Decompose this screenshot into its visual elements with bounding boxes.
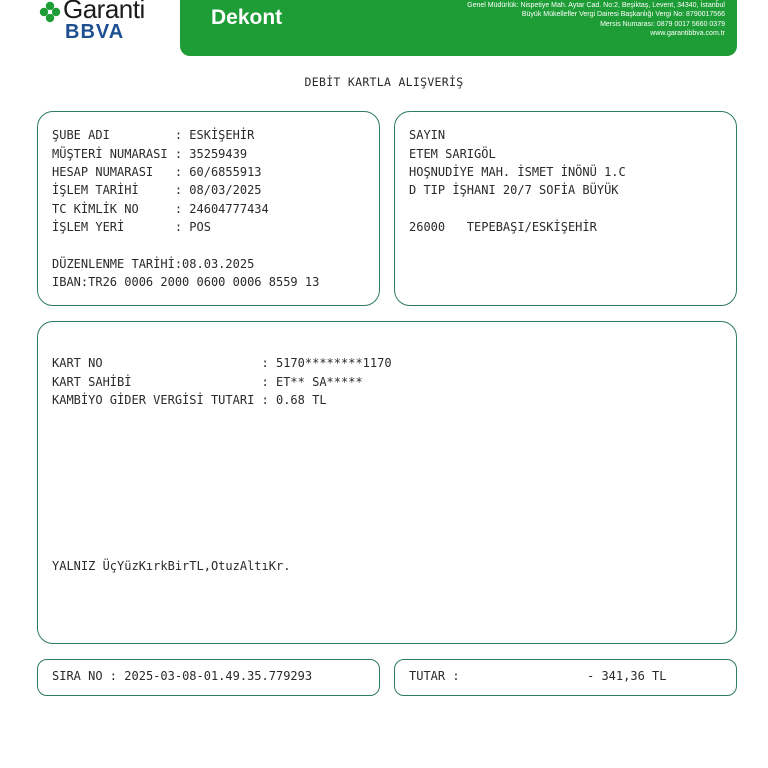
header-banner — [180, 0, 737, 56]
address-salutation: SAYIN — [409, 128, 446, 142]
detail-row-card-holder: KART SAHİBİ : ET** SA***** — [52, 375, 363, 389]
account-row-tc-id: TC KİMLİK NO : 24604777434 — [52, 202, 269, 216]
bank-address: Genel Müdürlük: Nispetiye Mah. Aytar Cad. No:2, Beşiktaş, Levent, 34340, İstanbul — [467, 2, 725, 9]
bank-mersis: Mersis Numarası: 0879 0017 5660 0379 — [600, 20, 725, 28]
clover-logo-icon — [38, 0, 62, 26]
account-row-customer-no: MÜŞTERİ NUMARASI : 35259439 — [52, 147, 248, 161]
iban: IBAN:TR26 0006 2000 0600 0006 8559 13 — [52, 275, 320, 289]
bank-website: www.garantibbva.com.tr — [650, 30, 725, 38]
account-row-account-no: HESAP NUMARASI : 60/6855913 — [52, 165, 262, 179]
account-row-transaction-date: İŞLEM TARİHİ : 08/03/2025 — [52, 183, 262, 197]
address-line-2: D TIP İŞHANI 20/7 SOFİA BÜYÜK — [409, 183, 619, 197]
account-row-branch: ŞUBE ADI : ESKİŞEHİR — [52, 128, 255, 142]
detail-row-exchange-tax: KAMBİYO GİDER VERGİSİ TUTARI : 0.68 TL — [52, 393, 327, 407]
detail-row-card-no: KART NO : 5170********1170 — [52, 356, 392, 370]
address-postal: 26000 TEPEBAŞI/ESKİŞEHİR — [409, 220, 597, 234]
address-box — [394, 111, 737, 306]
issue-date: DÜZENLENME TARİHİ:08.03.2025 — [52, 257, 255, 271]
logo-word-garanti: Garanti — [63, 0, 145, 24]
total-amount: - 341,36 TL — [587, 669, 667, 683]
bank-info — [467, 0, 725, 39]
address-line-1: HOŞNUDİYE MAH. İSMET İNÖNÜ 1.C — [409, 165, 626, 179]
sequence-number: SIRA NO : 2025-03-08-01.49.35.779293 — [52, 669, 313, 683]
bank-tax-info: Büyük Mükellefler Vergi Dairesi Başkanlığı Vergi No: 8790017566 — [521, 11, 725, 19]
garanti-logo — [38, 0, 158, 46]
total-label: TUTAR : — [409, 669, 460, 683]
address-name: ETEM SARIGÖL — [409, 147, 496, 161]
banner-title: Dekont — [211, 6, 283, 29]
logo-word-bbva: BBVA — [65, 21, 125, 43]
document-title: DEBİT KARTLA ALIŞVERİŞ — [304, 75, 464, 89]
account-row-transaction-place: İŞLEM YERİ : POS — [52, 220, 211, 234]
amount-in-words: YALNIZ ÜçYüzKırkBirTL,OtuzAltıKr. — [52, 559, 291, 573]
